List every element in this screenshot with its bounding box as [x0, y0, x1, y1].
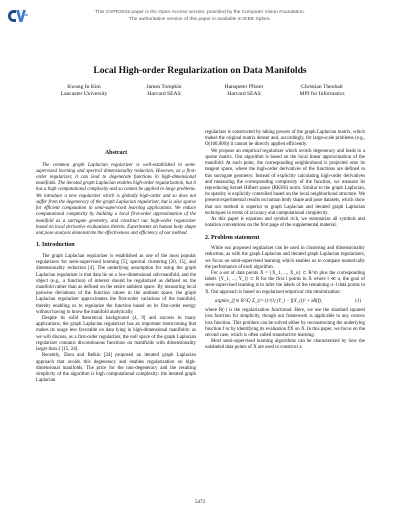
author-affiliation: Harvard SEAS [227, 90, 261, 97]
body-paragraph: While our proposed regularizer can be used in clustering and dimensionality reduction, as with the graph Laplacian and iterated graph Laplacian regularizers, we focus on semi-supervised learning which enables us to compare numerically the performance of each algorithm. [205, 246, 365, 270]
author-block [134, 84, 194, 98]
equation-1 [205, 299, 365, 305]
left-column [36, 150, 196, 384]
body-paragraph: For a set of data points X = {X_1, ..., X_u} ⊂ R^m plus the corresponding labels {Y_1, ..., Y_l} ⊂ R for the first l points in X where l ≪ u, the goal of semi-supervised learning is to infer the labels of the remaining u−l data points in X. Our approach is based on regularized empirical risk minimization: [205, 270, 365, 295]
abstract-text: The common graph Laplacian regularizer is well-established in semi-supervised learning and spectral dimensionality reduction. However, as a first-order regularizer, it can lead to degenerate functions in high-dimensional manifolds. The iterated graph Laplacian enables high-order regularization, but it has a high computational complexity and so cannot be applied to large problems. We introduce a new regularizer which is globally high-order and so does not suffer from the degeneracy of the graph Laplacian regularizer, but is also sparse for efficient computation in semi-supervised learning applications. We reduce computational complexity by building a local first-order approximation of the manifold as a surrogate geometry, and construct our high-order regularizer based on local derivative evaluations therein. Experiments on human body shape and pose analysis demonstrate the effectiveness and efficiency of our method. [36, 162, 196, 237]
page-number: 5473 [195, 500, 205, 505]
body-paragraph: As this paper is equation and symbol rich, we summarize all symbols and notation conventions on the first page of the supplemental material. [205, 217, 365, 229]
body-paragraph: regularizer is constructed by taking powers of the graph Laplacian matrix, which makes the original matrix denser and, accordingly, for large-scale problems (e.g., O(100,000)) it cannot be directly applied efficiently. [205, 130, 365, 148]
body-paragraph: where R(·) is the regularization functional. Here, we use the standard squared loss function for simplicity, though our framework is applicable to any convex loss function. This problem can be solved either by reconstructing the underlying function f or by identifying its evaluation f|X on X. In this paper, we focus on the second case, which is often called transductive learning. [205, 308, 365, 338]
author-block [212, 84, 276, 98]
intro-paragraph: Recently, Zhou and Belkin [24] proposed an iterated graph Laplacian approach that avoids this degeneracy and enables regularization on high-dimensional manifolds. The price for the non-degeneracy and the resulting simplicity of the algorithm is high computational complexity: the iterated graph Laplacian [36, 353, 196, 384]
abstract-heading: Abstract [104, 150, 128, 156]
paper-title: Local High-order Regularization on Data Manifolds [93, 65, 307, 76]
intro-paragraph: The graph Laplacian regularizer is established as one of the most popular regularizers for semi-supervised learning [5], spectral clustering [20, 15], and dimensionality reduction [4]. The underlying assumption for using the graph Laplacian regularizer is that data lie on a low-dimensional sub-manifold, and the object (e.g., a function) of interest should be regularized as defined on the manifold rather than as defined on the entire ambient space. By measuring local pairwise deviations of the function values in the ambient space, the graph Laplacian regularizer approximates the first-order variations of the manifold, thereby enabling us to regularize the function based on its first-order energy without having to know the manifold analytically. [36, 253, 196, 315]
author-block [54, 84, 114, 98]
equation-body: argmin_{f ∈ R^X} Σ_{i=1}^{l} (Y_i − f(X_i))² + λR(f), [215, 298, 323, 304]
author-name: Christian Theobalt [301, 84, 343, 90]
intro-paragraph: Despite its solid theoretical background [4, 9] and success in many applications, the graph Laplacian regularizer has an important shortcoming that makes its usage less favorable on data lying in high-dimensional manifolds: as we will discuss, as a first-order regularizer, the null space of the graph Laplacian regularizer contains discontinuous functions on manifolds with dimensionality larger than 2 [15, 24]. [36, 316, 196, 353]
ieee-xplore-notice: The authoritative version of this paper is available in IEEE Xplore. [129, 17, 271, 22]
section-heading-introduction: 1. Introduction [36, 242, 75, 249]
author-name: Hanspeter Pfister [224, 84, 264, 90]
body-paragraph: We propose an empirical regularizer which avoids degeneracy and leads to a sparse matrix. Our algorithm is based on the local linear approximation of the manifold: At each point, the corresponding neighborhood is projected onto its tangent space, where the high-order derivatives of the functions are defined in this surrogate geometry. Instead of explicitly calculating high-order derivatives and measuring the corresponding complexity of the function, we measure its reproducing kernel Hilbert space (RKHS) norm. Similar to the graph Laplacian, its sparsity is explicitly controlled based on the local neighborhood structure. We present experimental results on human body shape and pose datasets, which show that our method is superior to graph Laplacian and iterated graph Laplacian techniques in terms of accuracy and computational complexity. [205, 148, 365, 216]
author-name: Kwang In Kim [67, 84, 101, 90]
author-affiliation: MPI for Informatics [299, 90, 345, 97]
author-name: James Tompkin [146, 84, 182, 90]
author-affiliation: Lancaster University [60, 90, 108, 97]
right-column [205, 130, 365, 352]
equation-number: (1) [355, 298, 361, 304]
body-paragraph: Most semi-supervised learning algorithms can be characterized by how the unlabeled data points of X are used to construct a [205, 339, 365, 351]
author-affiliation: Harvard SEAS [147, 90, 181, 97]
section-heading-problem-statement: 2. Problem statement [205, 234, 260, 241]
author-block [290, 84, 354, 98]
open-access-notice: This CVPR2015 paper is the Open Access version, provided by the Computer Vision Foundation. [94, 10, 306, 15]
